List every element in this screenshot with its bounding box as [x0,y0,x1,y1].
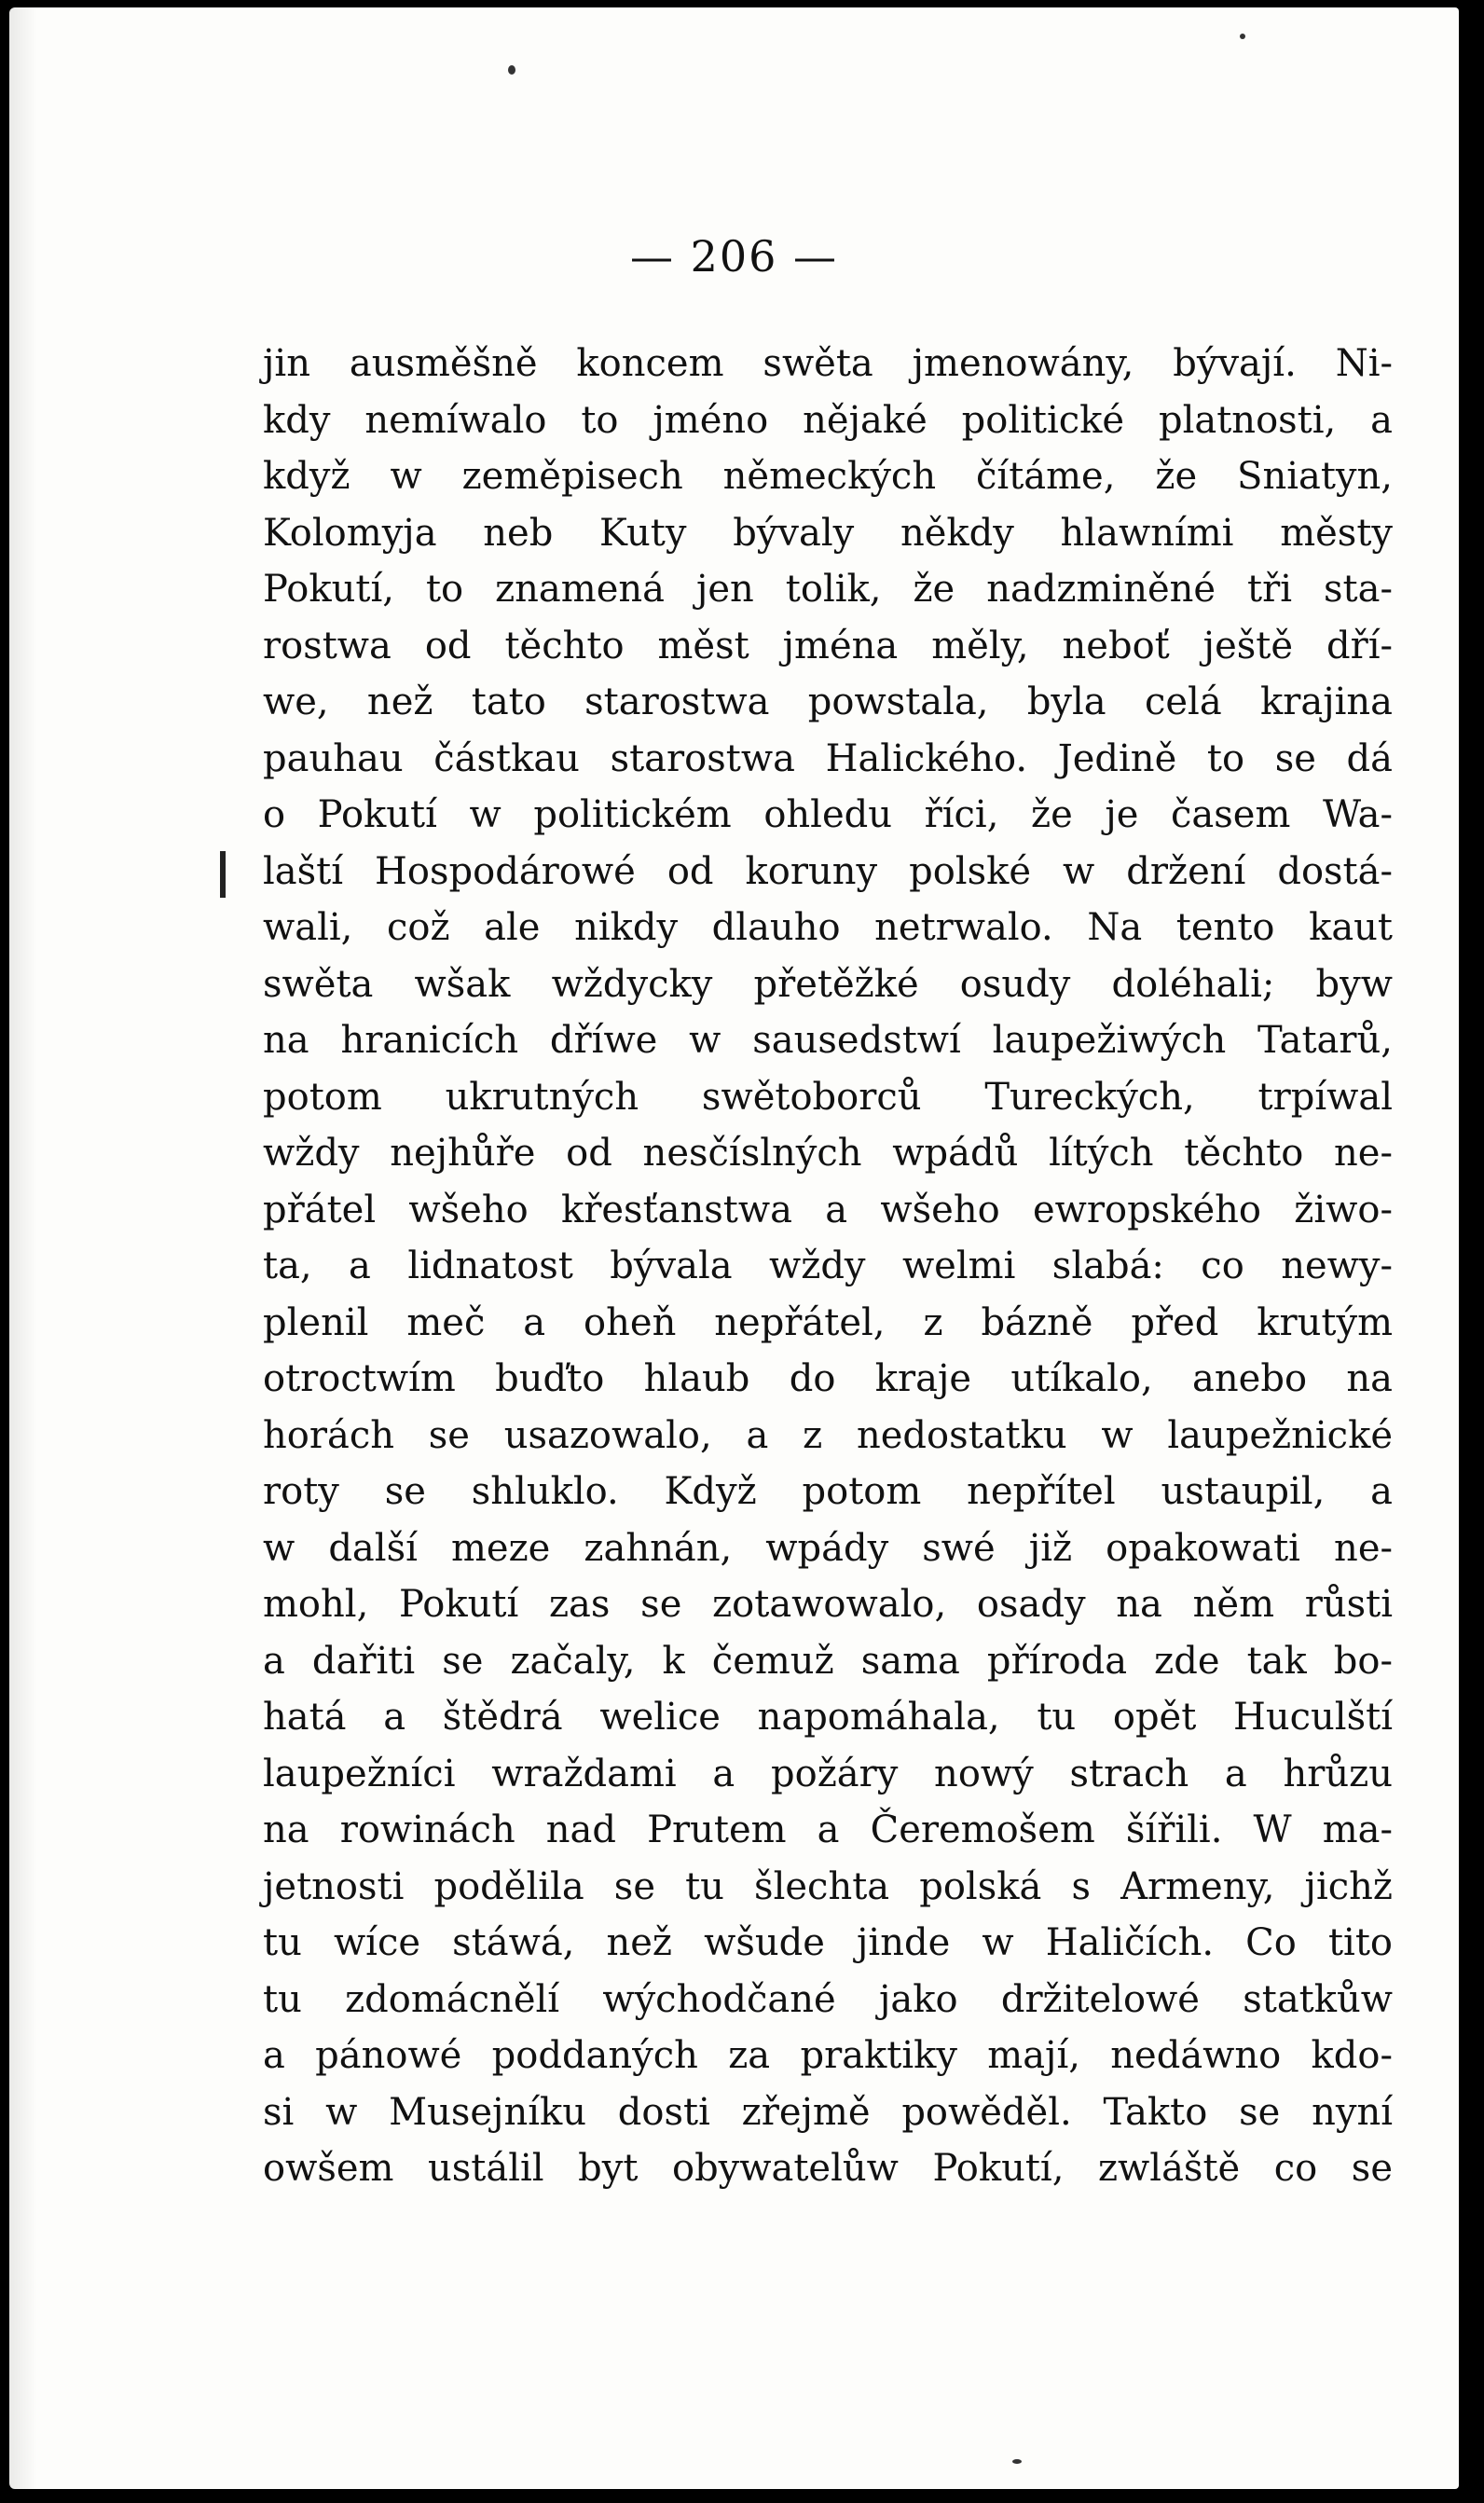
book-page [9,7,1459,2489]
text-line: we, než tato starostwa powstala, byla celá krajina [263,681,1393,723]
text-line: si w Musejníku dosti zřejmě powěděl. Takto se nyní [263,2090,1393,2134]
text-line: Pokutí, to znamená jen tolik, že nadzminěné tři sta- [263,568,1393,611]
text-line: na hranicích dříwe w sausedstwí laupežiwých Tatarů, [263,1019,1393,1062]
ink-speck [1240,34,1245,39]
margin-mark [220,851,226,898]
text-line: tu wíce stáwá, než wšude jinde w Haličích. Co tito [263,1921,1393,1964]
text-line: ta, a lidnatost bývala wždy welmi slabá: co newy- [263,1245,1393,1287]
text-line: jin ausměšně koncem swěta jmenowány, bývají. Ni- [263,342,1393,385]
text-line: hatá a štědrá welice napomáhala, tu opět Huculští [263,1696,1393,1739]
text-line: a dařiti se začaly, k čemuž sama příroda zde tak bo- [263,1639,1393,1683]
text-line: jetnosti podělila se tu šlechta polská s Armeny, jichž [263,1864,1393,1908]
text-line: Kolomyja neb Kuty bývaly někdy hlawními městy [263,511,1393,555]
text-line: swěta wšak wždycky přetěžké osudy doléhali; byw [263,962,1393,1006]
text-line: plenil meč a oheň nepřátel, z bázně před krutým [263,1300,1393,1344]
text-line: owšem ustálil byt obywatelůw Pokutí, zwláště co se [263,2147,1393,2190]
text-line: a pánowé poddaných za praktiky mají, nedáwno kdo- [263,2034,1393,2077]
text-line: potom ukrutných swětoborců Tureckých, trpíwal [263,1075,1393,1119]
text-line: pauhau částkau starostwa Halického. Jedině to se dá [263,736,1393,780]
text-line: w další meze zahnán, wpády swé již opakowati ne- [263,1526,1393,1570]
text-line: přátel wšeho křesťanstwa a wšeho ewropského žiwo- [263,1188,1393,1231]
page-number-header: — 206 — [629,231,839,282]
text-line: roty se shluklo. Když potom nepřítel ustaupil, a [263,1470,1393,1513]
text-line: tu zdomácnělí wýchodčané jako držitelowé statkůw [263,1977,1393,2021]
text-line: na rowinách nad Prutem a Čeremošem šířili. W ma- [263,1808,1393,1851]
ink-speck [1012,2459,1022,2464]
text-line: kdy nemíwalo to jméno nějaké politické platnosti, a [263,398,1393,442]
text-line: když w zeměpisech německých čítáme, že Sniatyn, [263,455,1393,498]
body-text [263,336,1393,2197]
text-line: wždy nejhůře od nesčíslných wpádů lítých těchto ne- [263,1132,1393,1175]
text-line: horách se usazowalo, a z nedostatku w laupežnické [263,1413,1393,1457]
text-line: laští Hospodárowé od koruny polské w držení dostá- [263,849,1393,893]
text-line: o Pokutí w politickém ohledu říci, že je časem Wa- [263,793,1393,836]
text-line: laupežníci wraždami a požáry nowý strach a hrůzu [263,1752,1393,1795]
text-line: otroctwím buďto hlaub do kraje utíkalo, anebo na [263,1357,1393,1400]
text-line: wali, což ale nikdy dlauho netrwalo. Na tento kaut [263,906,1393,949]
ink-speck [508,65,515,75]
text-line: mohl, Pokutí zas se zotawowalo, osady na něm růsti [263,1583,1393,1626]
text-line: rostwa od těchto měst jména měly, neboť ještě dří- [263,624,1393,667]
